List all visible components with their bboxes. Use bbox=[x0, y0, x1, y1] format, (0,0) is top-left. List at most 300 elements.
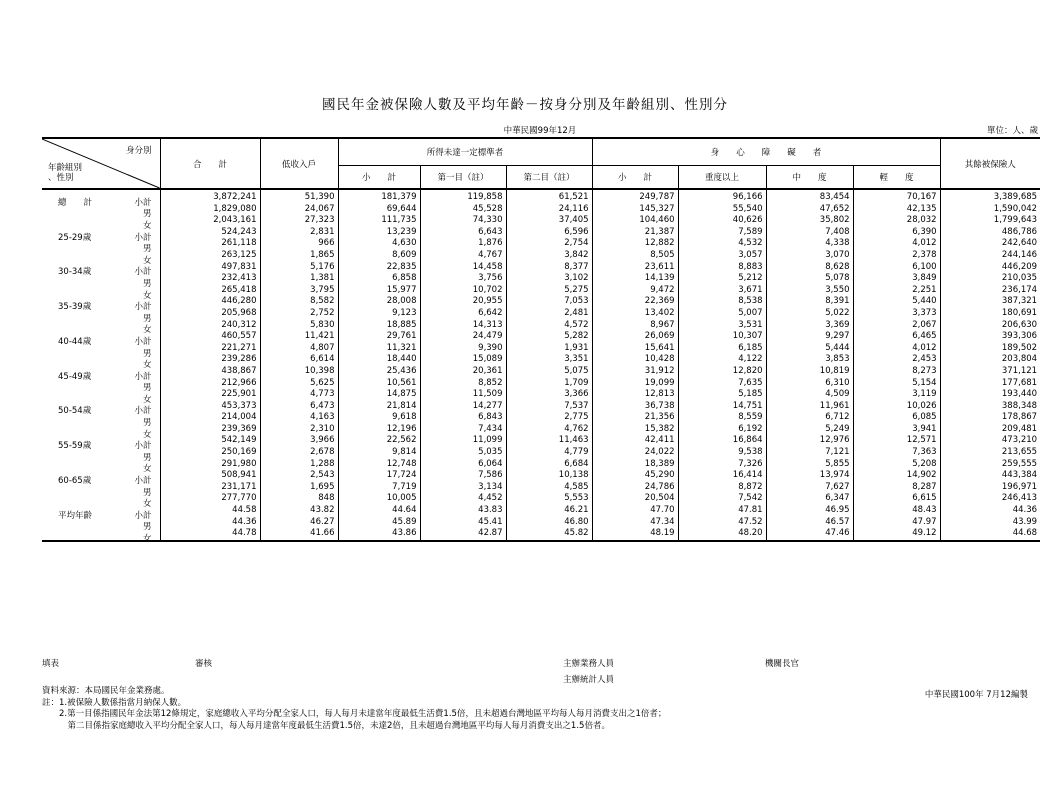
table-cell: 7,586 bbox=[420, 470, 506, 482]
table-cell: 5,185 bbox=[678, 389, 766, 401]
table-cell: 4,630 bbox=[338, 238, 420, 250]
table-cell: 178,867 bbox=[940, 412, 1040, 424]
table-cell: 42,411 bbox=[592, 435, 678, 447]
table-cell: 12,813 bbox=[592, 389, 678, 401]
table-cell: 16,864 bbox=[678, 435, 766, 447]
table-cell: 239,369 bbox=[160, 424, 260, 436]
row-label bbox=[42, 435, 160, 452]
table-cell: 15,641 bbox=[592, 343, 678, 355]
low-income-header: 低收入戶 bbox=[260, 138, 338, 189]
sex-label: 女 bbox=[142, 360, 152, 371]
table-cell: 42.87 bbox=[420, 528, 506, 541]
table-cell: 8,505 bbox=[592, 250, 678, 262]
agency-head-label: 機關長官 bbox=[765, 659, 800, 669]
table-cell: 4,807 bbox=[260, 343, 338, 355]
table-cell: 44.64 bbox=[338, 505, 420, 517]
sex-label: 女 bbox=[142, 429, 152, 440]
table-cell: 4,012 bbox=[853, 238, 940, 250]
table-cell: 2,067 bbox=[853, 320, 940, 332]
table-cell: 3,941 bbox=[853, 424, 940, 436]
table-row bbox=[42, 493, 1040, 505]
table-cell: 20,504 bbox=[592, 493, 678, 505]
table-cell: 9,297 bbox=[766, 331, 853, 343]
table-cell: 11,961 bbox=[766, 401, 853, 413]
table-cell: 9,814 bbox=[338, 447, 420, 459]
table-cell: 5,855 bbox=[766, 459, 853, 471]
table-cell: 9,390 bbox=[420, 343, 506, 355]
sex-label: 女 bbox=[142, 290, 152, 301]
table-cell: 5,007 bbox=[678, 308, 766, 320]
age-group-label: 總 計 bbox=[58, 197, 93, 208]
table-cell: 6,596 bbox=[506, 227, 592, 239]
table-cell: 3,134 bbox=[420, 482, 506, 494]
table-cell: 6,347 bbox=[766, 493, 853, 505]
table-cell: 145,327 bbox=[592, 204, 678, 216]
table-cell: 14,902 bbox=[853, 470, 940, 482]
table-cell: 46.21 bbox=[506, 505, 592, 517]
row-label bbox=[42, 250, 160, 266]
row-label bbox=[42, 378, 160, 394]
table-cell: 4,452 bbox=[420, 493, 506, 505]
table-cell: 10,398 bbox=[260, 366, 338, 378]
table-cell: 3,119 bbox=[853, 389, 940, 401]
other-insured-header: 其餘被保險人 bbox=[940, 138, 1040, 189]
table-cell: 3,756 bbox=[420, 273, 506, 285]
table-cell: 3,351 bbox=[506, 354, 592, 366]
table-cell: 43.86 bbox=[338, 528, 420, 541]
table-cell: 5,035 bbox=[420, 447, 506, 459]
table-cell: 4,572 bbox=[506, 320, 592, 332]
table-cell: 1,876 bbox=[420, 238, 506, 250]
table-cell: 61,521 bbox=[506, 189, 592, 204]
sex-header: 、性別 bbox=[48, 173, 74, 183]
table-cell: 24,116 bbox=[506, 204, 592, 216]
table-cell: 4,338 bbox=[766, 238, 853, 250]
table-cell: 5,625 bbox=[260, 378, 338, 390]
table-cell: 3,853 bbox=[766, 354, 853, 366]
table-cell: 6,100 bbox=[853, 262, 940, 274]
table-cell: 22,562 bbox=[338, 435, 420, 447]
table-cell: 43.99 bbox=[940, 517, 1040, 529]
table-cell: 2,310 bbox=[260, 424, 338, 436]
table-cell: 22,835 bbox=[338, 262, 420, 274]
table-cell: 5,440 bbox=[853, 296, 940, 308]
page-title: 國民年金被保險人數及平均年齡－按身分別及年齡組別、性別分 bbox=[322, 97, 728, 113]
age-group-label: 25-29歲 bbox=[58, 232, 92, 243]
table-cell: 14,313 bbox=[420, 320, 506, 332]
table-cell: 4,532 bbox=[678, 238, 766, 250]
age-group-label: 55-59歲 bbox=[58, 441, 92, 452]
table-cell: 25,436 bbox=[338, 366, 420, 378]
table-cell: 3,849 bbox=[853, 273, 940, 285]
sex-label: 小計 bbox=[134, 267, 152, 278]
table-cell: 3,550 bbox=[766, 285, 853, 297]
table-row bbox=[42, 308, 1040, 320]
table-cell: 45.89 bbox=[338, 517, 420, 529]
table-cell: 6,185 bbox=[678, 343, 766, 355]
unit-label: 單位：人、歲 bbox=[986, 126, 1038, 136]
table-cell: 221,271 bbox=[160, 343, 260, 355]
table-cell: 13,402 bbox=[592, 308, 678, 320]
table-cell: 14,875 bbox=[338, 389, 420, 401]
table-row bbox=[42, 215, 1040, 227]
table-cell: 486,786 bbox=[940, 227, 1040, 239]
age-group-label: 平均年齡 bbox=[58, 510, 93, 521]
table-cell: 231,171 bbox=[160, 482, 260, 494]
table-row bbox=[42, 528, 1040, 541]
table-cell: 47.70 bbox=[592, 505, 678, 517]
table-cell: 3,373 bbox=[853, 308, 940, 320]
note-line: 2.第一目係指國民年金法第12條規定，家庭總收入平均分配全家人口，每人每月未達當年度最低生活費1.5倍，且未超過台灣地區平均每人每月消費支出之1倍者； bbox=[42, 709, 667, 719]
table-cell: 246,413 bbox=[940, 493, 1040, 505]
table-cell: 46.80 bbox=[506, 517, 592, 529]
table-row bbox=[42, 285, 1040, 297]
table-cell: 45,290 bbox=[592, 470, 678, 482]
table-row bbox=[42, 447, 1040, 459]
row-label bbox=[42, 493, 160, 510]
table-cell: 44.58 bbox=[160, 505, 260, 517]
sex-label: 男 bbox=[142, 313, 152, 324]
note-line: 第二目係指家庭總收入平均分配全家人口，每人每月達當年度最低生活費1.5倍，未達2倍，且未超過台灣地區平均每人每月消費支出之1.5倍者。 bbox=[42, 720, 610, 731]
age-group-label: 50-54歲 bbox=[58, 406, 92, 417]
table-cell: 393,306 bbox=[940, 331, 1040, 343]
table-cell: 13,974 bbox=[766, 470, 853, 482]
table-cell: 508,941 bbox=[160, 470, 260, 482]
table-cell: 196,971 bbox=[940, 482, 1040, 494]
table-row bbox=[42, 401, 1040, 413]
table-cell: 2,775 bbox=[506, 412, 592, 424]
sex-label: 女 bbox=[142, 534, 152, 545]
table-cell: 524,243 bbox=[160, 227, 260, 239]
table-cell: 26,069 bbox=[592, 331, 678, 343]
table-cell: 9,618 bbox=[338, 412, 420, 424]
table-cell: 6,712 bbox=[766, 412, 853, 424]
row-label bbox=[42, 482, 160, 498]
row-label bbox=[42, 285, 160, 301]
table-cell: 443,384 bbox=[940, 470, 1040, 482]
table-cell: 259,555 bbox=[940, 459, 1040, 471]
table-cell: 2,831 bbox=[260, 227, 338, 239]
table-cell: 3,872,241 bbox=[160, 189, 260, 204]
table-cell: 31,912 bbox=[592, 366, 678, 378]
table-cell: 3,366 bbox=[506, 389, 592, 401]
table-cell: 4,122 bbox=[678, 354, 766, 366]
table-cell: 47.46 bbox=[766, 528, 853, 541]
statistics-table bbox=[42, 137, 1040, 545]
table-cell: 2,543 bbox=[260, 470, 338, 482]
table-cell: 3,070 bbox=[766, 250, 853, 262]
table-cell: 44.36 bbox=[160, 517, 260, 529]
table-cell: 212,966 bbox=[160, 378, 260, 390]
table-cell: 453,373 bbox=[160, 401, 260, 413]
table-cell: 8,273 bbox=[853, 366, 940, 378]
filler-label: 填表 bbox=[42, 659, 60, 669]
row-label bbox=[42, 331, 160, 347]
row-label bbox=[42, 227, 160, 243]
table-cell: 5,208 bbox=[853, 459, 940, 471]
table-cell: 10,702 bbox=[420, 285, 506, 297]
table-cell: 7,408 bbox=[766, 227, 853, 239]
row-label bbox=[42, 366, 160, 382]
table-cell: 47.81 bbox=[678, 505, 766, 517]
sex-label: 女 bbox=[142, 394, 152, 405]
table-cell: 7,635 bbox=[678, 378, 766, 390]
table-cell: 20,955 bbox=[420, 296, 506, 308]
row-label bbox=[42, 238, 160, 255]
table-cell: 48.43 bbox=[853, 505, 940, 517]
table-cell: 4,509 bbox=[766, 389, 853, 401]
table-cell: 24,479 bbox=[420, 331, 506, 343]
table-cell: 542,149 bbox=[160, 435, 260, 447]
table-cell: 10,561 bbox=[338, 378, 420, 390]
reviewer-label: 審核 bbox=[195, 659, 213, 669]
table-cell: 8,609 bbox=[338, 250, 420, 262]
table-cell: 12,976 bbox=[766, 435, 853, 447]
statistics-officer-label: 主辦統計人員 bbox=[563, 675, 615, 685]
sex-label: 小計 bbox=[134, 336, 152, 347]
table-row bbox=[42, 250, 1040, 262]
table-cell: 2,481 bbox=[506, 308, 592, 320]
sex-label: 女 bbox=[142, 499, 152, 510]
table-row bbox=[42, 424, 1040, 436]
identity-header: 身分別 bbox=[125, 146, 152, 156]
sex-label: 男 bbox=[142, 487, 152, 498]
table-cell: 18,440 bbox=[338, 354, 420, 366]
table-cell: 14,277 bbox=[420, 401, 506, 413]
table-cell: 10,026 bbox=[853, 401, 940, 413]
sex-label: 女 bbox=[142, 220, 152, 231]
table-cell: 96,166 bbox=[678, 189, 766, 204]
table-cell: 1,709 bbox=[506, 378, 592, 390]
table-cell: 209,481 bbox=[940, 424, 1040, 436]
table-cell: 12,882 bbox=[592, 238, 678, 250]
table-cell: 4,779 bbox=[506, 447, 592, 459]
table-cell: 8,872 bbox=[678, 482, 766, 494]
table-cell: 3,795 bbox=[260, 285, 338, 297]
table-cell: 15,977 bbox=[338, 285, 420, 297]
sex-label: 小計 bbox=[134, 441, 152, 452]
table-cell: 3,102 bbox=[506, 273, 592, 285]
table-cell: 7,537 bbox=[506, 401, 592, 413]
table-row bbox=[42, 366, 1040, 378]
age-group-header: 年齡組別 bbox=[48, 163, 83, 173]
sex-label: 小計 bbox=[134, 302, 152, 313]
table-row bbox=[42, 517, 1040, 529]
table-cell: 8,391 bbox=[766, 296, 853, 308]
table-cell: 21,356 bbox=[592, 412, 678, 424]
table-row bbox=[42, 354, 1040, 366]
table-cell: 446,209 bbox=[940, 262, 1040, 274]
sex-label: 小計 bbox=[134, 232, 152, 243]
table-cell: 43.83 bbox=[420, 505, 506, 517]
row-label bbox=[42, 215, 160, 231]
table-cell: 244,146 bbox=[940, 250, 1040, 262]
table-cell: 10,307 bbox=[678, 331, 766, 343]
row-label bbox=[42, 412, 160, 429]
sex-label: 男 bbox=[142, 418, 152, 429]
sex-label: 男 bbox=[142, 383, 152, 394]
table-cell: 24,022 bbox=[592, 447, 678, 459]
row-label bbox=[42, 424, 160, 440]
table-cell: 6,614 bbox=[260, 354, 338, 366]
moderate-header: 中 度 bbox=[766, 166, 853, 190]
table-cell: 49.12 bbox=[853, 528, 940, 541]
table-cell: 46.27 bbox=[260, 517, 338, 529]
income-subtotal-header: 小 計 bbox=[338, 166, 420, 190]
table-cell: 7,589 bbox=[678, 227, 766, 239]
table-cell: 6,192 bbox=[678, 424, 766, 436]
table-cell: 13,239 bbox=[338, 227, 420, 239]
table-cell: 6,643 bbox=[420, 227, 506, 239]
table-cell: 3,369 bbox=[766, 320, 853, 332]
table-row bbox=[42, 343, 1040, 355]
table-cell: 47.34 bbox=[592, 517, 678, 529]
table-cell: 47,652 bbox=[766, 204, 853, 216]
report-date: 中華民國99年12月 bbox=[503, 126, 577, 136]
table-cell: 36,738 bbox=[592, 401, 678, 413]
table-cell: 4,585 bbox=[506, 482, 592, 494]
table-cell: 27,323 bbox=[260, 215, 338, 227]
table-cell: 277,770 bbox=[160, 493, 260, 505]
row-label bbox=[42, 401, 160, 417]
table-cell: 70,167 bbox=[853, 189, 940, 204]
table-cell: 11,509 bbox=[420, 389, 506, 401]
table-cell: 261,118 bbox=[160, 238, 260, 250]
table-cell: 7,326 bbox=[678, 459, 766, 471]
table-cell: 8,967 bbox=[592, 320, 678, 332]
table-row bbox=[42, 470, 1040, 482]
table-cell: 6,858 bbox=[338, 273, 420, 285]
age-sex-header bbox=[48, 163, 82, 183]
table-cell: 8,538 bbox=[678, 296, 766, 308]
table-cell: 29,761 bbox=[338, 331, 420, 343]
table-cell: 10,005 bbox=[338, 493, 420, 505]
table-cell: 7,121 bbox=[766, 447, 853, 459]
table-cell: 2,251 bbox=[853, 285, 940, 297]
table-cell: 232,413 bbox=[160, 273, 260, 285]
table-cell: 1,288 bbox=[260, 459, 338, 471]
table-body bbox=[42, 189, 1040, 545]
table-cell: 21,814 bbox=[338, 401, 420, 413]
table-cell: 8,628 bbox=[766, 262, 853, 274]
table-cell: 6,085 bbox=[853, 412, 940, 424]
table-cell: 2,678 bbox=[260, 447, 338, 459]
table-cell: 69,644 bbox=[338, 204, 420, 216]
table-cell: 7,363 bbox=[853, 447, 940, 459]
table-cell: 4,762 bbox=[506, 424, 592, 436]
table-cell: 1,799,643 bbox=[940, 215, 1040, 227]
table-cell: 16,414 bbox=[678, 470, 766, 482]
table-row bbox=[42, 412, 1040, 424]
table-cell: 5,154 bbox=[853, 378, 940, 390]
table-cell: 181,379 bbox=[338, 189, 420, 204]
table-row bbox=[42, 262, 1040, 274]
table-cell: 3,531 bbox=[678, 320, 766, 332]
table-cell: 210,035 bbox=[940, 273, 1040, 285]
table-cell: 55,540 bbox=[678, 204, 766, 216]
sex-label: 小計 bbox=[134, 197, 152, 208]
table-cell: 8,582 bbox=[260, 296, 338, 308]
table-cell: 19,099 bbox=[592, 378, 678, 390]
table-cell: 8,377 bbox=[506, 262, 592, 274]
table-cell: 111,735 bbox=[338, 215, 420, 227]
table-cell: 446,280 bbox=[160, 296, 260, 308]
table-cell: 11,321 bbox=[338, 343, 420, 355]
table-cell: 37,405 bbox=[506, 215, 592, 227]
table-cell: 18,885 bbox=[338, 320, 420, 332]
table-cell: 9,538 bbox=[678, 447, 766, 459]
table-cell: 180,691 bbox=[940, 308, 1040, 320]
table-cell: 20,361 bbox=[420, 366, 506, 378]
table-cell: 265,418 bbox=[160, 285, 260, 297]
table-cell: 205,968 bbox=[160, 308, 260, 320]
table-cell: 17,724 bbox=[338, 470, 420, 482]
table-cell: 371,121 bbox=[940, 366, 1040, 378]
table-cell: 5,075 bbox=[506, 366, 592, 378]
row-label bbox=[42, 343, 160, 359]
table-cell: 5,275 bbox=[506, 285, 592, 297]
table-cell: 104,460 bbox=[592, 215, 678, 227]
table-cell: 12,571 bbox=[853, 435, 940, 447]
table-cell: 5,212 bbox=[678, 273, 766, 285]
table-cell: 1,865 bbox=[260, 250, 338, 262]
table-cell: 1,695 bbox=[260, 482, 338, 494]
table-cell: 387,321 bbox=[940, 296, 1040, 308]
table-row bbox=[42, 273, 1040, 285]
type2-header: 第二目（註） bbox=[506, 166, 592, 190]
disabled-header: 身 心 障 礙 者 bbox=[592, 138, 940, 166]
table-cell: 51,390 bbox=[260, 189, 338, 204]
table-cell: 8,883 bbox=[678, 262, 766, 274]
table-cell: 966 bbox=[260, 238, 338, 250]
table-cell: 24,786 bbox=[592, 482, 678, 494]
table-cell: 45,528 bbox=[420, 204, 506, 216]
table-cell: 41.66 bbox=[260, 528, 338, 541]
table-cell: 214,004 bbox=[160, 412, 260, 424]
business-officer-label: 主辦業務人員 bbox=[563, 659, 615, 669]
table-cell: 189,502 bbox=[940, 343, 1040, 355]
table-cell: 3,842 bbox=[506, 250, 592, 262]
table-row bbox=[42, 320, 1040, 332]
table-cell: 5,553 bbox=[506, 493, 592, 505]
table-cell: 10,819 bbox=[766, 366, 853, 378]
table-cell: 15,382 bbox=[592, 424, 678, 436]
age-group-label: 35-39歲 bbox=[58, 302, 92, 313]
table-cell: 848 bbox=[260, 493, 338, 505]
table-cell: 242,640 bbox=[940, 238, 1040, 250]
table-cell: 28,008 bbox=[338, 296, 420, 308]
table-cell: 225,901 bbox=[160, 389, 260, 401]
sex-label: 小計 bbox=[134, 510, 152, 521]
table-cell: 206,630 bbox=[940, 320, 1040, 332]
table-cell: 7,434 bbox=[420, 424, 506, 436]
table-corner-header bbox=[42, 138, 160, 189]
table-cell: 291,980 bbox=[160, 459, 260, 471]
row-label bbox=[42, 189, 160, 208]
row-label bbox=[42, 296, 160, 313]
table-cell: 74,330 bbox=[420, 215, 506, 227]
table-cell: 14,139 bbox=[592, 273, 678, 285]
sex-label: 男 bbox=[142, 348, 152, 359]
row-label bbox=[42, 262, 160, 278]
table-cell: 497,831 bbox=[160, 262, 260, 274]
sex-label: 男 bbox=[142, 452, 152, 463]
compiled-date: 中華民國100年 7月12編製 bbox=[924, 690, 1028, 700]
table-cell: 11,421 bbox=[260, 331, 338, 343]
table-cell: 6,843 bbox=[420, 412, 506, 424]
table-cell: 9,472 bbox=[592, 285, 678, 297]
row-label bbox=[42, 204, 160, 220]
